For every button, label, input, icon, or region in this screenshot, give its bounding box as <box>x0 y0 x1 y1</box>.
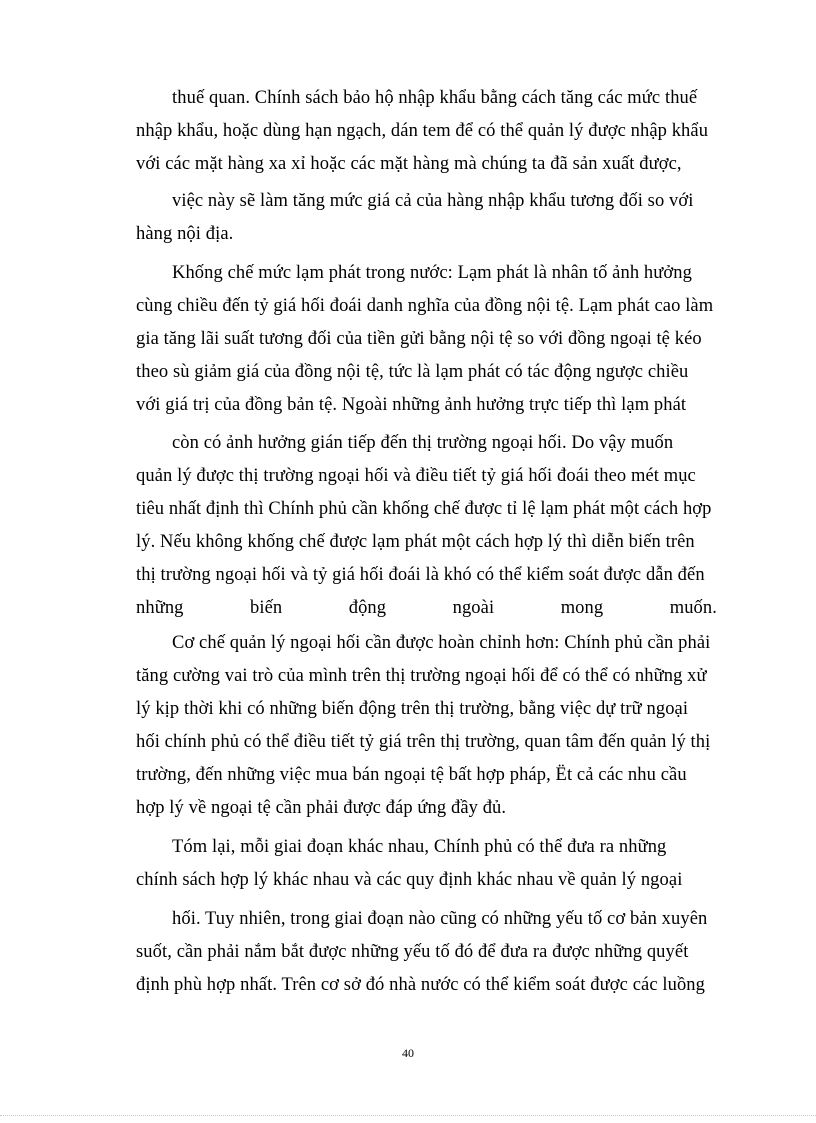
text-line: nhập khẩu, hoặc dùng hạn ngạch, dán tem để có thể quản lý được nhập khẩu <box>136 121 709 141</box>
spread-word: mong <box>560 598 604 618</box>
page-bottom-divider <box>0 1115 816 1116</box>
text-line: việc này sẽ làm tăng mức giá cả của hàng nhập khẩu tương đối so với <box>172 191 694 211</box>
text-line: hợp lý về ngoại tệ cần phải được đáp ứng đầy đủ. <box>136 798 507 818</box>
text-line: hối chính phủ có thể điều tiết tỷ giá trên thị trường, quan tâm đến quản lý thị <box>136 732 711 752</box>
spread-text-line <box>136 597 717 619</box>
text-line: suốt, cần phải nắm bắt được những yếu tố đó để đưa ra được những quyết <box>136 942 689 962</box>
text-line: thuế quan. Chính sách bảo hộ nhập khẩu bằng cách tăng các mức thuế <box>172 88 698 108</box>
text-line: Cơ chế quản lý ngoại hối cần được hoàn chỉnh hơn: Chính phủ cần phải <box>172 633 711 653</box>
text-line: gia tăng lãi suất tương đối của tiền gửi bằng nội tệ so với đồng ngoại tệ kéo <box>136 329 702 349</box>
text-line: lý kịp thời khi có những biến động trên thị trường, bằng việc dự trữ ngoại <box>136 699 689 719</box>
spread-word: muốn. <box>669 598 717 618</box>
text-line: với giá trị của đồng bản tệ. Ngoài những ảnh hưởng trực tiếp thì lạm phát <box>136 395 687 415</box>
text-line: Khống chế mức lạm phát trong nước: Lạm phát là nhân tố ảnh hưởng <box>172 263 692 283</box>
text-line: còn có ảnh hưởng gián tiếp đến thị trường ngoại hối. Do vậy muốn <box>172 433 674 453</box>
text-line: lý. Nếu không khống chế được lạm phát một cách hợp lý thì diễn biến trên <box>136 532 695 552</box>
text-line: chính sách hợp lý khác nhau và các quy định khác nhau về quản lý ngoại <box>136 870 683 890</box>
text-line: tiêu nhất định thì Chính phủ cần khống chế được tỉ lệ lạm phát một cách hợp <box>136 499 712 519</box>
spread-word: ngoài <box>452 598 495 618</box>
text-line: theo sù giảm giá của đồng nội tệ, tức là lạm phát có tác động ngược chiều <box>136 362 689 382</box>
spread-word: biến <box>250 598 283 618</box>
text-line: hàng nội địa. <box>136 224 234 244</box>
spread-word: những <box>136 598 184 618</box>
page-number: 40 <box>402 1046 414 1060</box>
text-line: định phù hợp nhất. Trên cơ sở đó nhà nước có thể kiểm soát được các luồng <box>136 975 705 995</box>
text-line: tăng cường vai trò của mình trên thị trường ngoại hối để có thể có những xử <box>136 666 707 686</box>
text-line: quản lý được thị trường ngoại hối và điều tiết tỷ giá hối đoái theo mét mục <box>136 466 696 486</box>
text-line: với các mặt hàng xa xỉ hoặc các mặt hàng mà chúng ta đã sản xuất được, <box>136 154 682 174</box>
text-line: Tóm lại, mỗi giai đoạn khác nhau, Chính phủ có thể đưa ra những <box>172 837 667 857</box>
text-line: trường, đến những việc mua bán ngoại tệ bất hợp pháp, Ët cả các nhu cầu <box>136 765 687 785</box>
spread-word: động <box>348 598 387 618</box>
text-line: hối. Tuy nhiên, trong giai đoạn nào cũng có những yếu tố cơ bản xuyên <box>172 909 708 929</box>
text-line: thị trường ngoại hối và tỷ giá hối đoái là khó có thể kiểm soát được dẫn đến <box>136 565 705 585</box>
text-line: cùng chiều đến tỷ giá hối đoái danh nghĩa của đồng nội tệ. Lạm phát cao làm <box>136 296 714 316</box>
